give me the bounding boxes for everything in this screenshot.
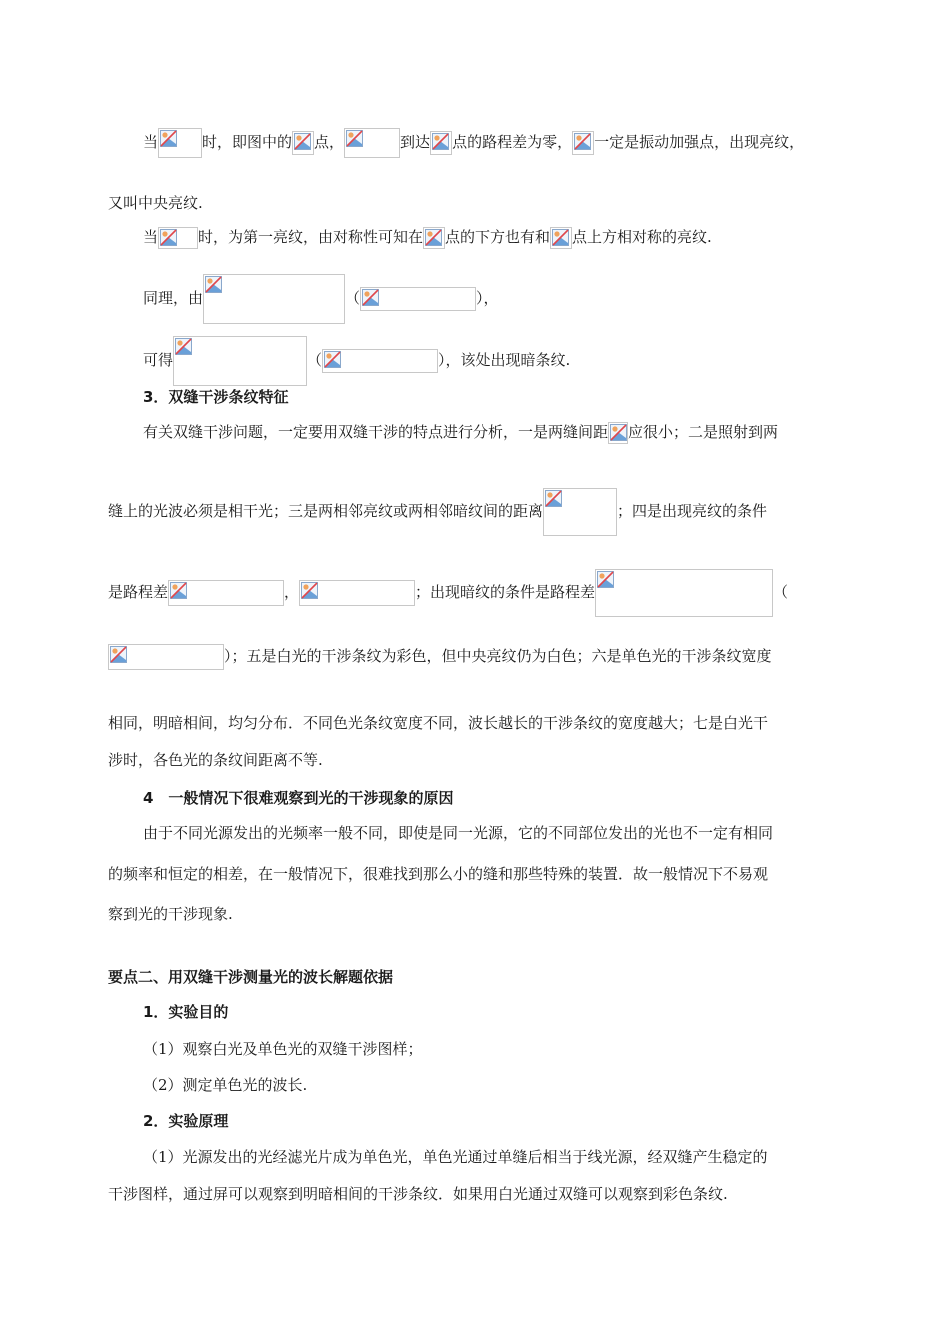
broken-image-placeholder xyxy=(423,227,445,249)
text-line xyxy=(143,1001,228,1023)
broken-image-icon xyxy=(160,130,177,147)
broken-image-placeholder xyxy=(203,274,345,324)
text-run: 察到光的干涉现象. xyxy=(108,905,233,923)
broken-image-icon xyxy=(432,133,449,150)
text-run: 缝上的光波必须是相干光；三是两相邻亮纹或两相邻暗纹间的距离 xyxy=(108,502,544,520)
broken-image-placeholder xyxy=(430,131,452,155)
text-run: 3．双缝干涉条纹特征 xyxy=(143,388,289,406)
broken-image-placeholder xyxy=(572,131,594,155)
text-run: 到达 xyxy=(400,133,431,151)
broken-image-icon xyxy=(170,582,187,599)
text-run: 要点二、用双缝干涉测量光的波长解题依据 xyxy=(108,968,394,986)
text-line xyxy=(143,822,773,844)
text-line xyxy=(143,336,570,386)
text-run: 当 xyxy=(143,228,159,246)
text-run: 相同，明暗相间，均匀分布．不同色光条纹宽度不同，波长越长的干涉条纹的宽度越大；七是白光干 xyxy=(108,714,769,732)
text-line xyxy=(143,1146,768,1168)
text-line xyxy=(108,644,772,670)
text-line xyxy=(108,749,323,771)
broken-image-icon xyxy=(110,646,127,663)
text-run: 应很小；二是照射到两 xyxy=(628,423,779,441)
text-run: 有关双缝干涉问题，一定要用双缝干涉的特点进行分析，一是两缝间距 xyxy=(143,423,609,441)
text-run: 点的路程差为零， xyxy=(452,133,573,151)
text-run: （1）光源发出的光经滤光片成为单色光，单色光通过单缝后相当于线光源，经双缝产生稳定的 xyxy=(143,1148,768,1166)
broken-image-icon xyxy=(610,424,627,441)
text-run: 干涉图样，通过屏可以观察到明暗相间的干涉条纹．如果用白光通过双缝可以观察到彩色条纹. xyxy=(108,1185,728,1203)
broken-image-placeholder xyxy=(322,349,438,373)
text-run: ；出现暗纹的条件是路程差 xyxy=(415,583,596,601)
text-line xyxy=(108,863,768,885)
text-line xyxy=(143,1110,228,1132)
text-run: （ xyxy=(773,583,789,601)
broken-image-placeholder xyxy=(173,336,307,386)
broken-image-placeholder xyxy=(108,644,224,670)
broken-image-icon xyxy=(160,229,177,246)
text-run: 可得 xyxy=(143,351,174,369)
text-run: 又叫中央亮纹. xyxy=(108,194,203,212)
text-line xyxy=(108,712,768,734)
text-line xyxy=(143,1074,307,1096)
text-run: 时，即图中的 xyxy=(202,133,293,151)
broken-image-placeholder xyxy=(299,580,415,606)
broken-image-placeholder xyxy=(158,227,198,249)
text-run: 一定是振动加强点，出现亮纹， xyxy=(594,133,805,151)
text-line xyxy=(143,421,778,444)
broken-image-icon xyxy=(294,133,311,150)
text-run: （ xyxy=(345,289,361,307)
text-line xyxy=(143,386,288,408)
text-line xyxy=(108,903,233,925)
broken-image-icon xyxy=(205,276,222,293)
text-run: 由于不同光源发出的光频率一般不同，即使是同一光源，它的不同部位发出的光也不一定有相同 xyxy=(143,824,774,842)
broken-image-icon xyxy=(574,133,591,150)
text-run: 时，为第一亮纹，由对称性可知在 xyxy=(198,228,424,246)
text-run: 是路程差 xyxy=(108,583,169,601)
broken-image-placeholder xyxy=(168,580,284,606)
broken-image-icon xyxy=(545,490,562,507)
broken-image-placeholder xyxy=(550,227,572,249)
broken-image-icon xyxy=(175,338,192,355)
broken-image-icon xyxy=(597,571,614,588)
text-run: （2）测定单色光的波长. xyxy=(143,1076,308,1094)
broken-image-placeholder xyxy=(360,287,476,311)
text-run: ），该处出现暗条纹. xyxy=(438,351,571,369)
broken-image-placeholder xyxy=(292,131,314,155)
text-run: ）；五是白光的干涉条纹为彩色，但中央亮纹仍为白色；六是单色光的干涉条纹宽度 xyxy=(224,647,772,665)
text-line xyxy=(108,488,767,536)
broken-image-icon xyxy=(552,229,569,246)
text-line xyxy=(108,569,788,617)
text-run: 同理，由 xyxy=(143,289,204,307)
broken-image-placeholder xyxy=(344,128,400,158)
text-run: （1）观察白光及单色光的双缝干涉图样； xyxy=(143,1040,423,1058)
text-run: 的频率和恒定的相差，在一般情况下，很难找到那么小的缝和那些特殊的装置．故一般情况下不易观 xyxy=(108,865,769,883)
text-run: 涉时，各色光的条纹间距离不等. xyxy=(108,751,323,769)
text-line xyxy=(143,1038,423,1060)
text-run: 点上方相对称的亮纹. xyxy=(572,228,712,246)
text-line xyxy=(108,1183,728,1205)
broken-image-icon xyxy=(346,130,363,147)
broken-image-icon xyxy=(324,351,341,368)
text-run: 当 xyxy=(143,133,159,151)
text-line xyxy=(143,274,499,324)
text-line xyxy=(108,966,393,988)
text-run: （ xyxy=(307,351,323,369)
text-line xyxy=(143,787,453,809)
text-line xyxy=(143,128,804,158)
text-run: ， xyxy=(284,583,300,601)
text-run: 2．实验原理 xyxy=(143,1112,229,1130)
broken-image-placeholder xyxy=(608,422,628,444)
text-line xyxy=(143,226,712,249)
text-run: 1．实验目的 xyxy=(143,1003,229,1021)
text-run: 点的下方也有和 xyxy=(445,228,551,246)
broken-image-icon xyxy=(425,229,442,246)
text-run: ；四是出现亮纹的条件 xyxy=(617,502,768,520)
text-run: 点， xyxy=(314,133,345,151)
broken-image-placeholder xyxy=(595,569,773,617)
broken-image-placeholder xyxy=(543,488,617,536)
broken-image-icon xyxy=(362,289,379,306)
broken-image-placeholder xyxy=(158,128,202,158)
text-run: 4 一般情况下很难观察到光的干涉现象的原因 xyxy=(143,789,454,807)
text-line xyxy=(108,192,203,214)
broken-image-icon xyxy=(301,582,318,599)
text-run: ）， xyxy=(476,289,499,307)
